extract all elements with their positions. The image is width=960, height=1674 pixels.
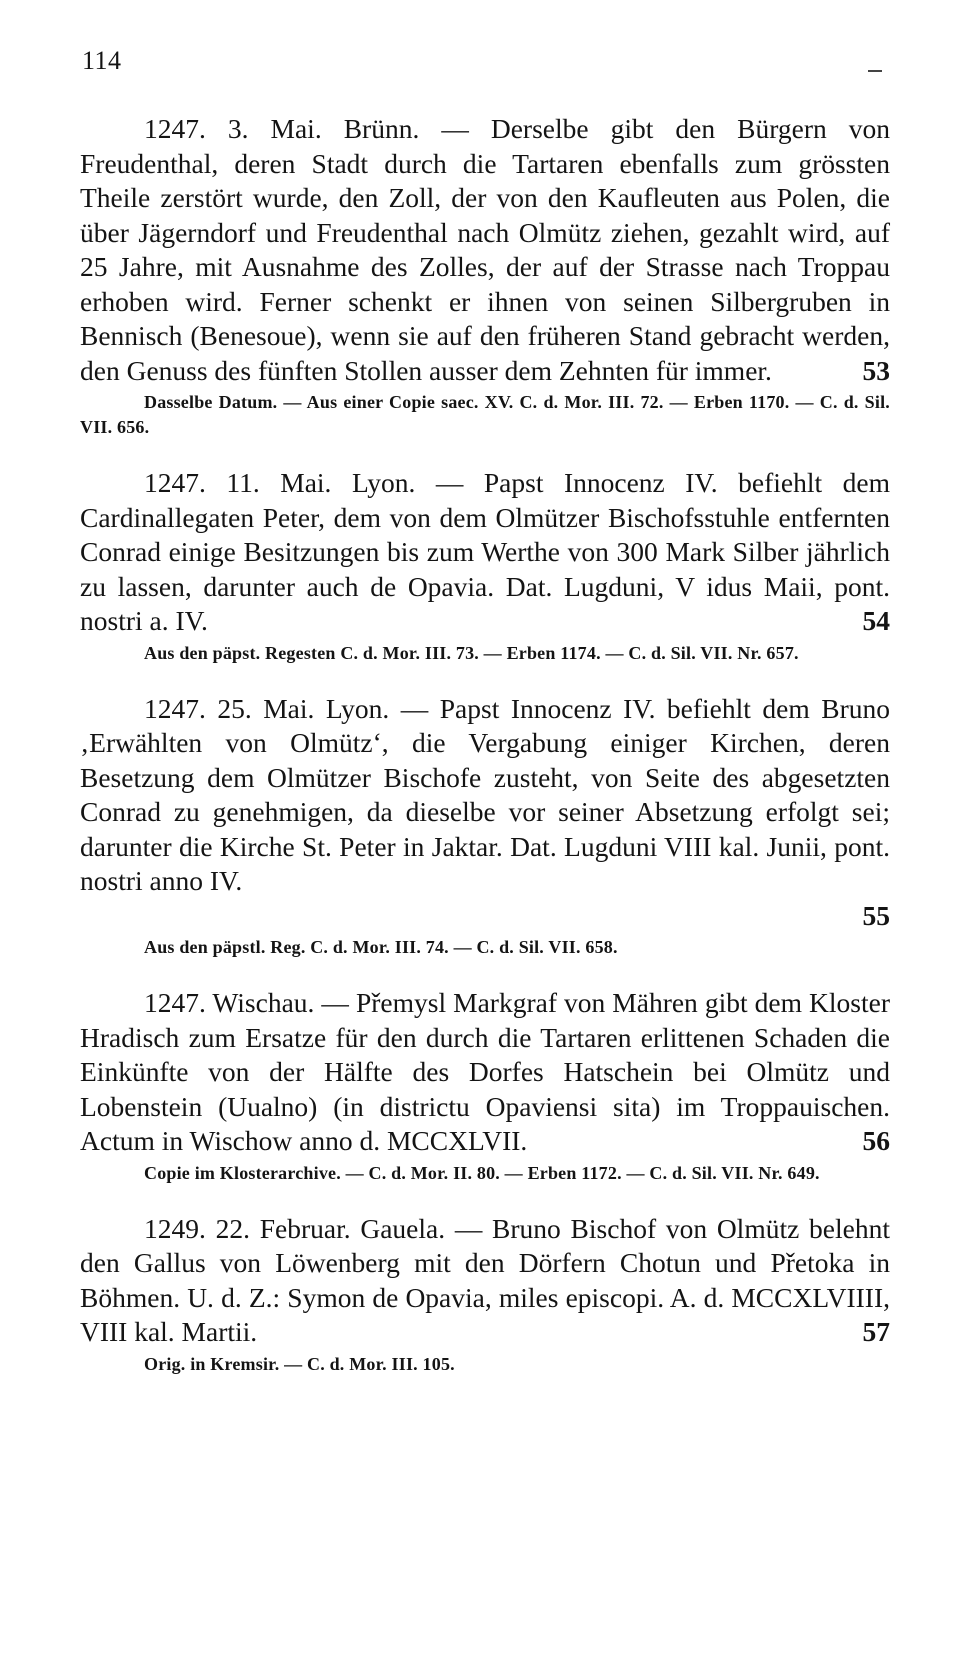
entry-source: Dasselbe Datum. — Aus einer Copie saec. XV. C. d. Mor. III. 72. — Erben 1170. — C. d. Sil. VII. 656. (80, 392, 890, 437)
entry-body: 1247. 3. Mai. Brünn. — Derselbe gibt den Bürgern von Freudenthal, deren Stadt durch die Tartaren ebenfalls zum grössten Theile zerstört wurde, den Zoll, der von den Kaufleuten aus Polen, die über Jägerndorf und Freudenthal nach Olmütz ziehen, gezahlt wird, auf 25 Jahre, mit Ausnahme des Zolles, der auf der Strasse nach Troppau erhoben wird. Ferner schenkt er ihnen von seinen Silbergruben in Bennisch (Benesoue), wenn sie auf den früheren Stand gebracht werden, den Genuss des fünften Stollen ausser dem Zehnten für immer. (80, 113, 890, 386)
entry-number: 57 (862, 1316, 890, 1347)
entry-text (80, 1212, 890, 1350)
regest-entry-57 (80, 1212, 890, 1377)
entry-body: 1247. 25. Mai. Lyon. — Papst Innocenz IV. befiehlt dem Bruno ‚Erwählten von Olmütz‘, die Vergabung einiger Kirchen, deren Besetzung dem Olmützer Bischofe zusteht, von Seite des abgesetzten Conrad zu genehmigen, da dieselbe vor seiner Absetzung erfolgt sei; darunter die Kirche St. Peter in Jaktar. Dat. Lugduni VIII kal. Junii, pont. nostri anno IV. (80, 692, 890, 896)
entry-text (80, 112, 890, 388)
regest-entry-53 (80, 112, 890, 440)
regest-entry-54 (80, 466, 890, 666)
regest-entry-56 (80, 986, 890, 1186)
entry-number: 55 (862, 899, 890, 931)
entry-number: 53 (862, 354, 890, 386)
entry-body: 1247. Wischau. — Přemysl Markgraf von Mähren gibt dem Kloster Hradisch zum Ersatze für den durch die Tartaren erlittenen Schaden die Einkünfte von der Hälfte des Dorfes Hatschein bei Olmütz und Lobenstein (Uualno) (in districtu Opaviensi sita) im Troppauischen. Actum in Wischow anno d. MCCXLVII. (80, 987, 890, 1156)
entry-source: Orig. in Kremsir. — C. d. Mor. III. 105. (144, 1353, 455, 1374)
entry-text (80, 692, 890, 934)
regest-entry-55 (80, 692, 890, 961)
regest-entries (80, 112, 890, 1403)
entry-source: Aus den päpst. Regesten C. d. Mor. III. 73. — Erben 1174. — C. d. Sil. VII. Nr. 657. (144, 642, 799, 663)
header-mark (868, 70, 882, 72)
entry-text (80, 986, 890, 1159)
entry-body: 1249. 22. Februar. Gauela. — Bruno Bischof von Olmütz belehnt den Gallus von Löwenberg mit den Dörfern Chotun und Přetoka in Böhmen. U. d. Z.: Symon de Opavia, miles episcopi. A. d. MCCXLVIIII, VIII kal. Martii. (80, 1212, 890, 1347)
entry-source: Copie im Klosterarchive. — C. d. Mor. II. 80. — Erben 1172. — C. d. Sil. VII. Nr. 649. (144, 1162, 820, 1183)
entry-source: Aus den päpstl. Reg. C. d. Mor. III. 74. — C. d. Sil. VII. 658. (144, 937, 618, 957)
entry-number: 56 (862, 1125, 890, 1156)
page-number: 114 (82, 46, 122, 75)
entry-number: 54 (862, 605, 890, 636)
entry-text (80, 466, 890, 639)
entry-body: 1247. 11. Mai. Lyon. — Papst Innocenz IV. befiehlt dem Cardinallegaten Peter, dem von dem Olmützer Bischofsstuhle entfernten Conrad einige Besitzungen bis zum Werthe von 300 Mark Silber jährlich zu lassen, darunter auch de Opavia. Dat. Lugduni, V idus Maii, pont. nostri a. IV. (80, 467, 890, 636)
